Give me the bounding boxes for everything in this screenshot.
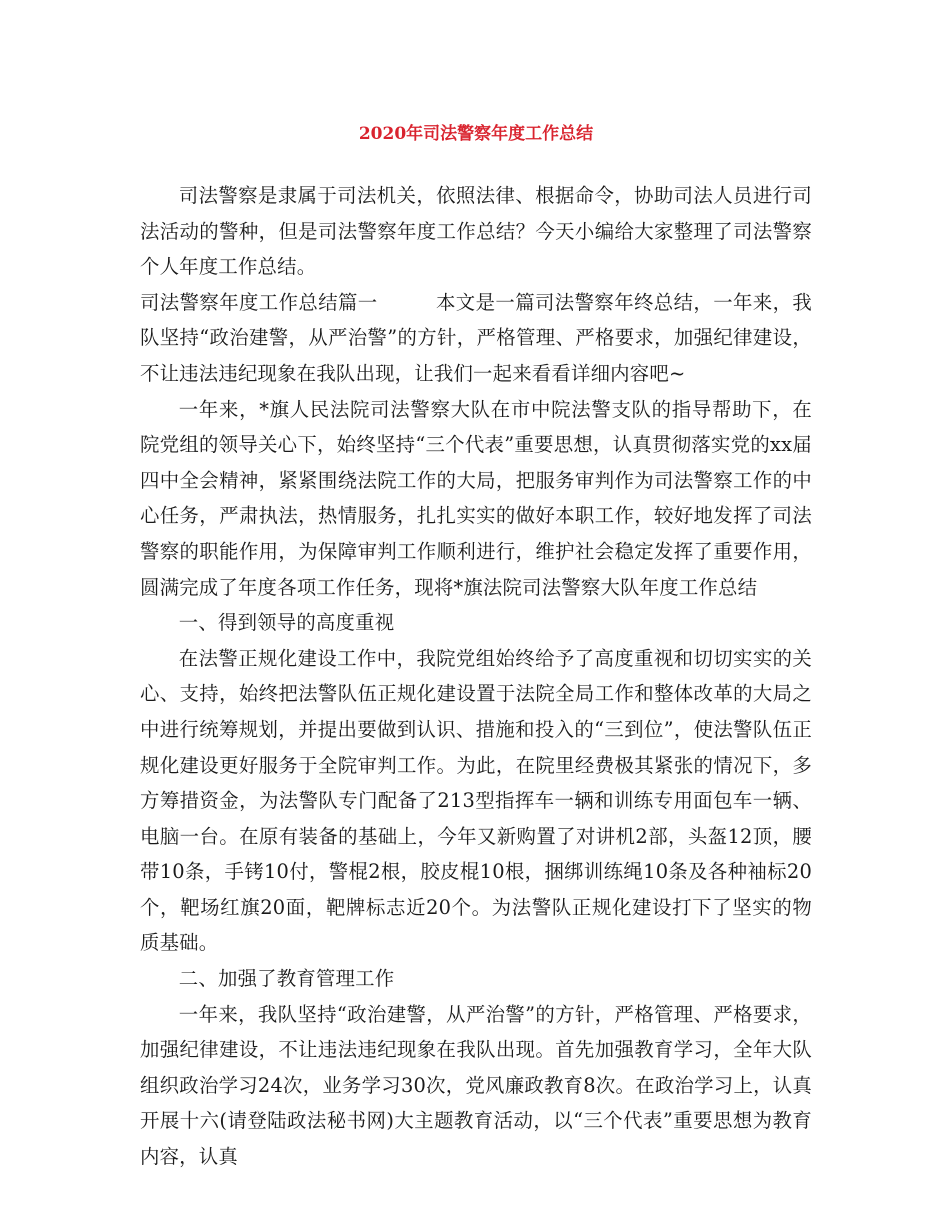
document-title: 2020年司法警察年度工作总结 xyxy=(358,124,594,144)
body-paragraph-3: 一年来，我队坚持“政治建警，从严治警”的方针，严格管理、严格要求，加强纪律建设，不让违法违纪现象在我队出现。首先加强教育学习，全年大队组织政治学习24次，业务学习30次，党风廉政教育8次。在政治学习上，认真开展十六(请登陆政法秘书网)大主题教育活动，以“三个代表”重要思想为教育内容，认真 xyxy=(140,1002,812,1169)
section-intro-paragraph xyxy=(140,285,812,392)
section-heading-1: 一、得到领导的高度重视 xyxy=(178,611,395,635)
intro-paragraph: 司法警察是隶属于司法机关，依照法律、根据命令，协助司法人员进行司法活动的警种，但是司法警察年度工作总结？今天小编给大家整理了司法警察个人年度工作总结。 xyxy=(140,184,812,279)
body-paragraph-1: 一年来，*旗人民法院司法警察大队在市中院法警支队的指导帮助下，在院党组的领导关心下，始终坚持“三个代表”重要思想，认真贯彻落实党的xx届四中全会精神，紧紧围绕法院工作的大局，把服务审判作为司法警察工作的中心任务，严肃执法，热情服务，扎扎实实的做好本职工作，较好地发挥了司法警察的职能作用，为保障审判工作顺利进行，维护社会稳定发挥了重要作用，圆满完成了年度各项工作任务，现将*旗法院司法警察大队年度工作总结 xyxy=(140,397,812,599)
section-label: 司法警察年度工作总结篇一 xyxy=(140,290,378,314)
section-heading-2: 二、加强了教育管理工作 xyxy=(178,967,395,991)
body-paragraph-2: 在法警正规化建设工作中，我院党组始终给予了高度重视和切切实实的关心、支持，始终把法警队伍正规化建设置于法院全局工作和整体改革的大局之中进行统筹规划，并提出要做到认识、措施和投入的“三到位”，使法警队伍正规化建设更好服务于全院审判工作。为此，在院里经费极其紧张的情况下，多方筹措资金，为法警队专门配备了213型指挥车一辆和训练专用面包车一辆、电脑一台。在原有装备的基础上，今年又新购置了对讲机2部，头盔12顶，腰带10条，手铐10付，警棍2根，胶皮棍10根，捆绑训练绳10条及各种袖标20个，靶场红旗20面，靶牌标志近20个。为法警队正规化建设打下了坚实的物质基础。 xyxy=(140,646,812,955)
section-intro-text: 本文是一篇司法警察年终总结，一年来，我队坚持“政治建警，从严治警”的方针，严格管理、严格要求，加强纪律建设，不让违法违纪现象在我队出现，让我们一起来看看详细内容吧~ xyxy=(140,290,812,385)
